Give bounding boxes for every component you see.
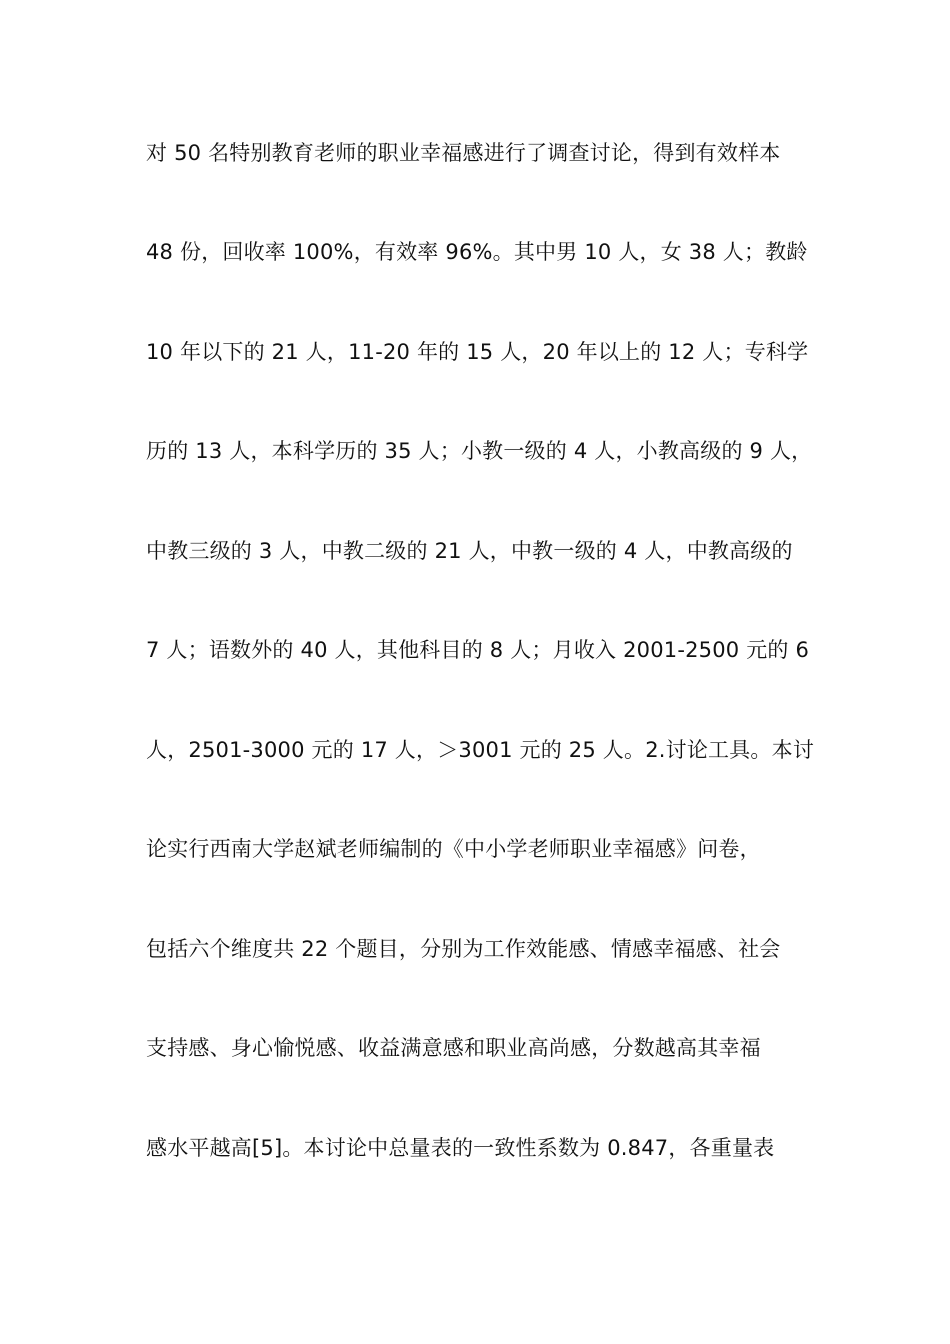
paragraph-line: 人，2501-3000 元的 17 人，＞3001 元的 25 人。2.讨论工具。本讨	[146, 738, 815, 762]
paragraph-line: 48 份，回收率 100%，有效率 96%。其中男 10 人，女 38 人；教龄	[146, 240, 808, 264]
paragraph-line: 感水平越高[5]。本讨论中总量表的一致性系数为 0.847，各重量表	[146, 1136, 775, 1160]
paragraph-line: 论实行西南大学赵斌老师编制的《中小学老师职业幸福感》问卷，	[146, 837, 761, 861]
paragraph-line: 中教三级的 3 人，中教二级的 21 人，中教一级的 4 人，中教高级的	[146, 539, 793, 563]
paragraph-line: 10 年以下的 21 人，11-20 年的 15 人，20 年以上的 12 人；专科学	[146, 340, 809, 364]
paragraph-line: 支持感、身心愉悦感、收益满意感和职业高尚感，分数越高其幸福	[146, 1036, 761, 1060]
paragraph-line: 包括六个维度共 22 个题目，分别为工作效能感、情感幸福感、社会	[146, 937, 781, 961]
paragraph-line: 对 50 名特别教育老师的职业幸福感进行了调查讨论，得到有效样本	[146, 141, 781, 165]
paragraph-line: 7 人；语数外的 40 人，其他科目的 8 人；月收入 2001-2500 元的 6	[146, 638, 810, 662]
paragraph-line: 历的 13 人，本科学历的 35 人；小教一级的 4 人，小教高级的 9 人，	[146, 439, 813, 463]
